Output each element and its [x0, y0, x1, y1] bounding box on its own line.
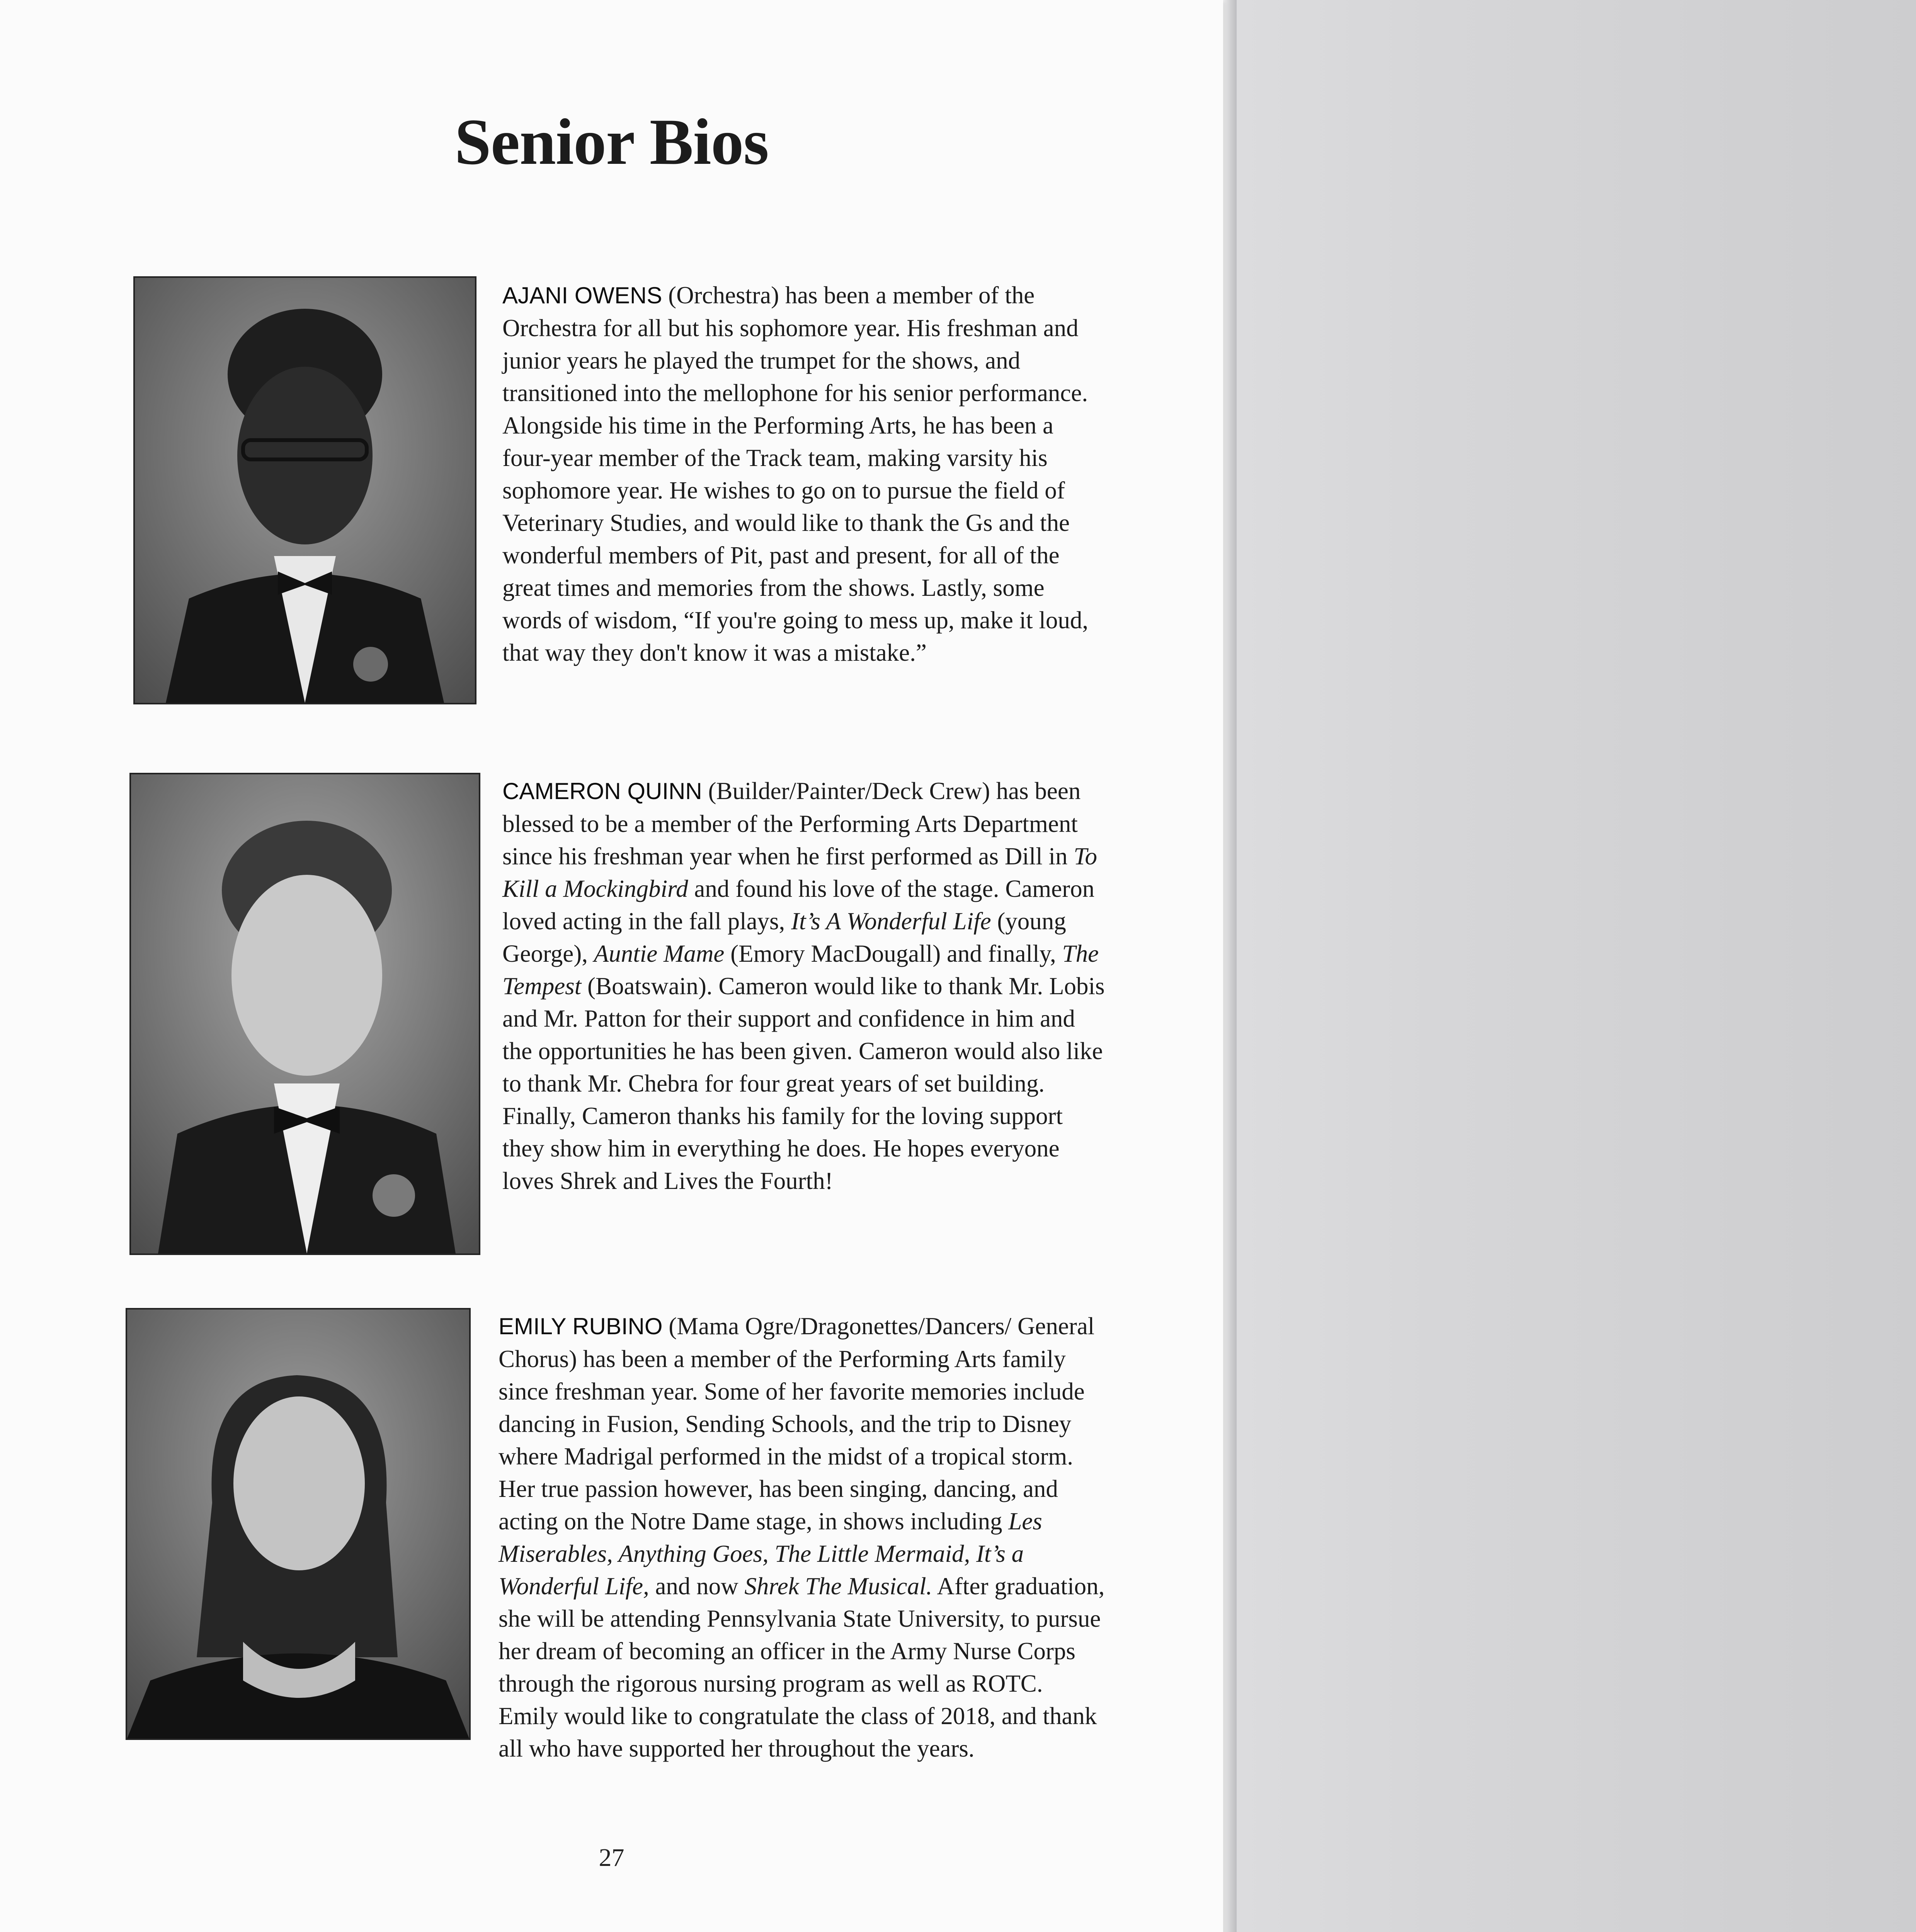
bio-text: (Mama Ogre/Dragonettes/Dancers/ General Chorus) has been a member of the Performing Arts family since freshman year. Some of her favorite memories include dancing in Fusion, Sending Schools, and the trip to Disney where Madrigal performed in the midst of a tropical storm. Her true passion however, has been singing, dancing, and acting on the Notre Dame stage, in shows including: [499, 1313, 1095, 1535]
page-number: 27: [599, 1844, 624, 1872]
bio-text: (Builder/Painter/Deck Crew) has been blessed to be a member of the Performing Arts Department since his freshman year when he first performed as Dill in: [502, 777, 1081, 870]
portrait-photo-1: [133, 276, 476, 704]
bio-title-italic: It’s A Wonderful Life: [791, 908, 991, 935]
bio-title-italic: To Kill a Mockingbird: [502, 843, 1098, 902]
page-edge: [1221, 0, 1237, 1932]
bio-title-italic: Auntie Mame: [594, 940, 725, 967]
portrait-photo-3: [126, 1308, 471, 1740]
bio-text: (Boatswain). Cameron would like to thank Mr. Lobis and Mr. Patton for their support and confidence in him and the opportunities he has been given. Cameron would also like to thank Mr. Chebra for four great years of set building. Finally, Cameron thanks his family for the loving support they show him in everything he does. He hopes everyone loves Shrek and Lives the Fourth!: [502, 973, 1105, 1194]
bio-text: (young George),: [502, 908, 1066, 967]
portrait-photo-2: [129, 773, 480, 1255]
bio-cameron-quinn: [502, 775, 1105, 1197]
bio-ajani-owens: [502, 279, 1105, 669]
bio-name: AJANI OWENS: [502, 282, 662, 308]
page-title: Senior Bios: [454, 105, 769, 178]
bio-title-italic: The Tempest: [502, 940, 1099, 1000]
bio-title-italic: Shrek The Musical.: [744, 1573, 932, 1600]
bio-title-italic: Les Miserables, Anything Goes, The Little Mermaid, It’s a Wonderful Life,: [499, 1508, 1042, 1600]
portrait-image: [127, 1310, 469, 1738]
scanner-lid: [1233, 0, 1916, 1932]
bio-text: After graduation, she will be attending Pennsylvania State University, to pursue her dream of becoming an officer in the Army Nurse Corps through the rigorous nursing program as well as ROTC. Emily would like to congratulate the class of 2018, and thank all who have supported her throughout the years.: [499, 1573, 1105, 1762]
portrait-image: [135, 278, 475, 703]
bio-text: and now: [649, 1573, 745, 1600]
bio-name: EMILY RUBINO: [499, 1313, 663, 1339]
bio-emily-rubino: [499, 1310, 1105, 1765]
bio-name: CAMERON QUINN: [502, 778, 702, 804]
bio-text: (Orchestra) has been a member of the Orchestra for all but his sophomore year. His freshman and junior years he played the trumpet for the shows, and transitioned into the mellophone for his senior performance. Alongside his time in the Performing Arts, he has been a four-year member of the Track team, making varsity his sophomore year. He wishes to go on to pursue the field of Veterinary Studies, and would like to thank the Gs and the wonderful members of Pit, past and present, for all of the great times and memories from the shows. Lastly, some words of wisdom, “If you're going to mess up, make it loud, that way they don't know it was a mistake.”: [502, 282, 1089, 666]
bio-text: (Emory MacDougall) and finally,: [724, 940, 1062, 967]
bio-text: and found his love of the stage. Cameron loved acting in the fall plays,: [502, 875, 1095, 935]
portrait-image: [131, 774, 479, 1253]
